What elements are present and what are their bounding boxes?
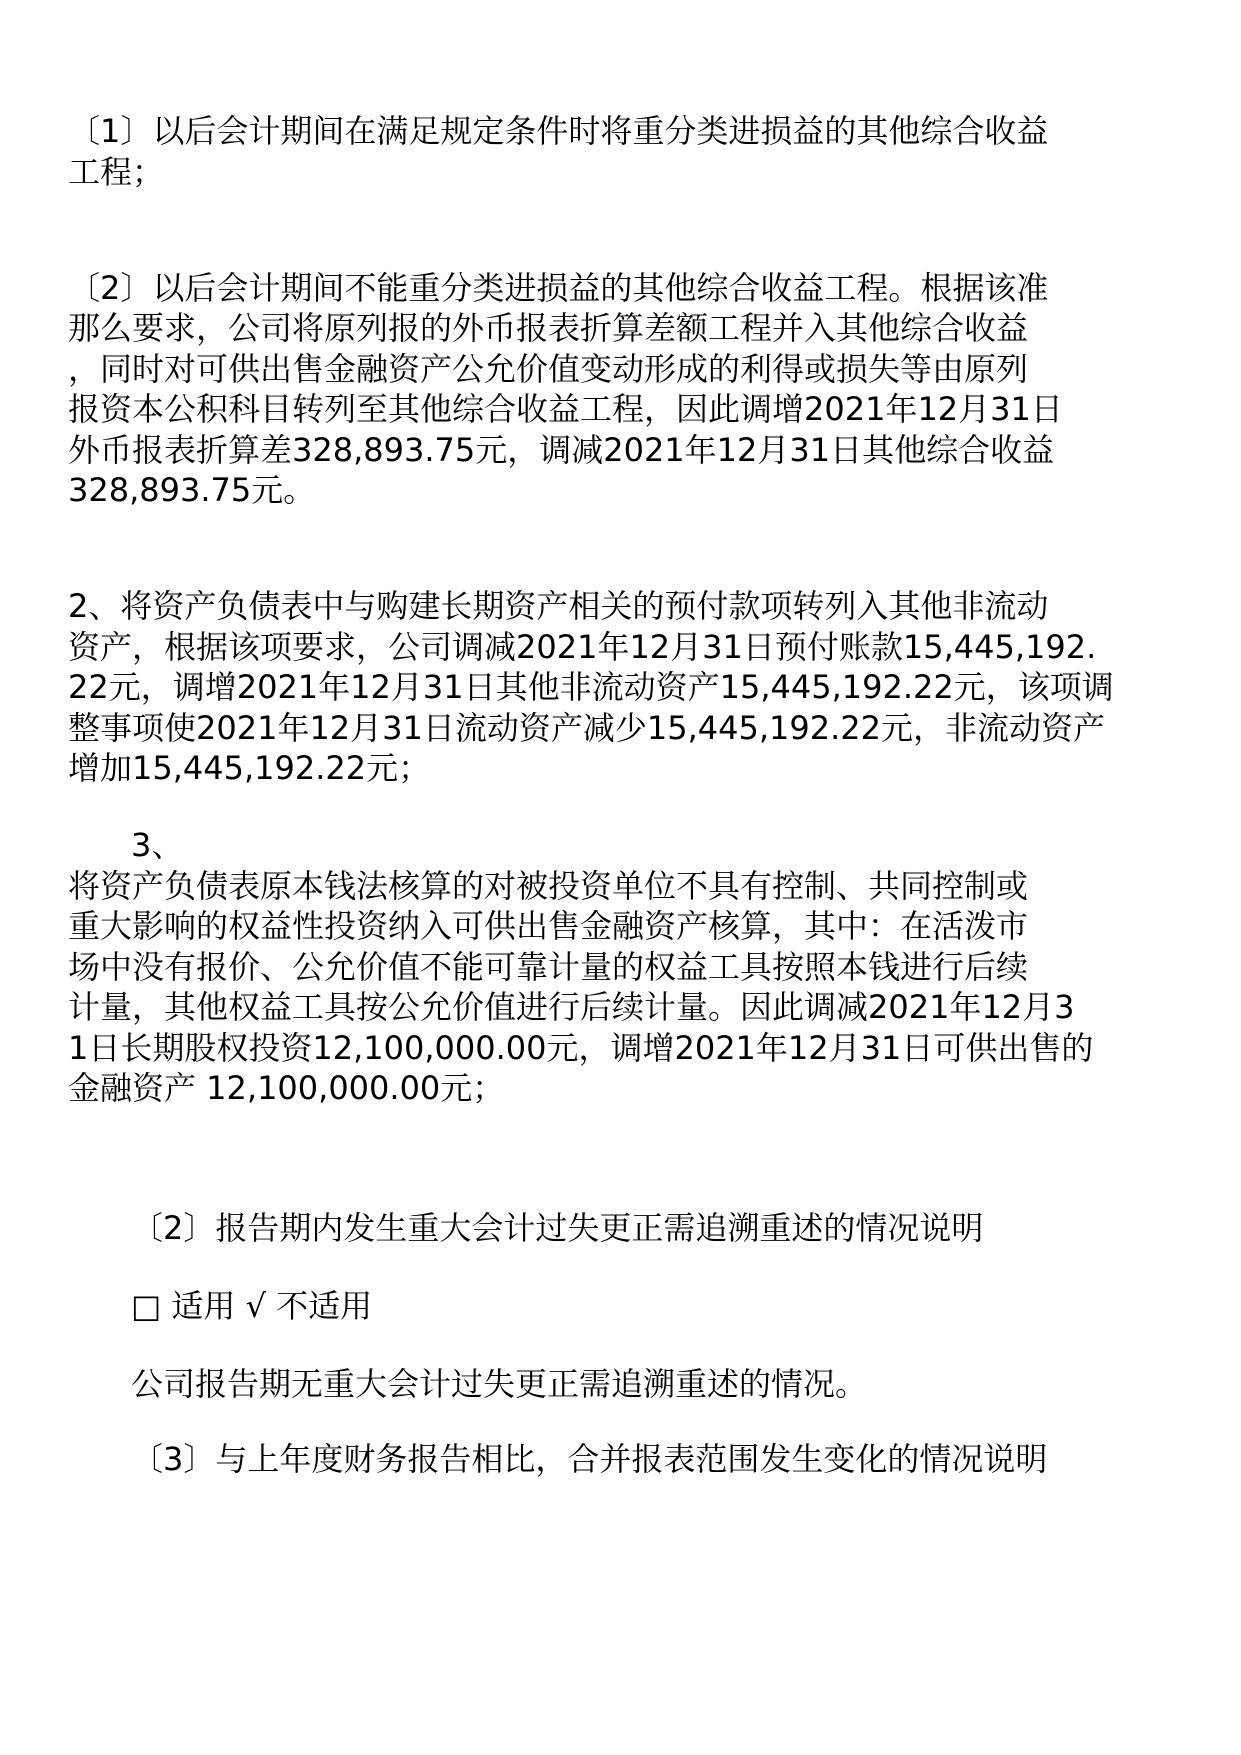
paragraph-3-line-2: 资产，根据该项要求，公司调减2021年12月31日预付账款15,445,192. — [68, 628, 1097, 666]
paragraph-4-line-4: 计量，其他权益工具按公允价值进行后续计量。因此调减2021年12月3 — [68, 988, 1075, 1026]
paragraph-3-line-1: 2、将资产负债表中与购建长期资产相关的预付款项转列入其他非流动 — [68, 587, 1049, 625]
paragraph-3-line-3: 22元，调增2021年12月31日其他非流动资产15,445,192.22元，该项调 — [68, 668, 1114, 706]
paragraph-3-line-4: 整事项使2021年12月31日流动资产减少15,445,192.22元，非流动资产 — [68, 709, 1105, 747]
paragraph-4-line-3: 场中没有报价、公允价值不能可靠计量的权益工具按照本钱进行后续 — [68, 948, 1029, 986]
paragraph-2-line-4: 报资本公积科目转列至其他综合收益工程，因此调增2021年12月31日 — [68, 390, 1063, 428]
section-2-statement: 公司报告期无重大会计过失更正需追溯重述的情况。 — [131, 1365, 868, 1403]
paragraph-4-line-5: 1日长期股权投资12,100,000.00元，调增2021年12月31日可供出售的 — [68, 1029, 1094, 1067]
paragraph-1-line-2: 工程； — [68, 153, 165, 191]
section-2-checkbox-line: □ 适用 √ 不适用 — [131, 1287, 373, 1325]
section-3-heading: 〔3〕与上年度财务报告相比，合并报表范围发生变化的情况说明 — [131, 1440, 1048, 1478]
paragraph-2-line-1: 〔2〕以后会计期间不能重分类进损益的其他综合收益工程。根据该准 — [68, 269, 1049, 307]
paragraph-2-line-3: ，同时对可供出售金融资产公允价值变动形成的利得或损失等由原列 — [68, 350, 1029, 388]
paragraph-2-line-5: 外币报表折算差328,893.75元，调减2021年12月31日其他综合收益 — [68, 431, 1055, 469]
paragraph-4-line-2: 重大影响的权益性投资纳入可供出售金融资产核算，其中：在活泼市 — [68, 907, 1029, 945]
paragraph-1-line-1: 〔1〕以后会计期间在满足规定条件时将重分类进损益的其他综合收益 — [68, 112, 1049, 150]
section-2-heading: 〔2〕报告期内发生重大会计过失更正需追溯重述的情况说明 — [131, 1209, 984, 1247]
paragraph-2-line-2: 那么要求，公司将原列报的外币报表折算差额工程并入其他综合收益 — [68, 309, 1029, 347]
paragraph-4-number: 3、 — [131, 826, 184, 864]
paragraph-4-line-1: 将资产负债表原本钱法核算的对被投资单位不具有控制、共同控制或 — [68, 867, 1029, 905]
paragraph-4-line-6: 金融资产 12,100,000.00元； — [68, 1069, 505, 1107]
paragraph-2-line-6: 328,893.75元。 — [68, 471, 316, 509]
paragraph-3-line-5: 增加15,445,192.22元； — [68, 749, 431, 787]
